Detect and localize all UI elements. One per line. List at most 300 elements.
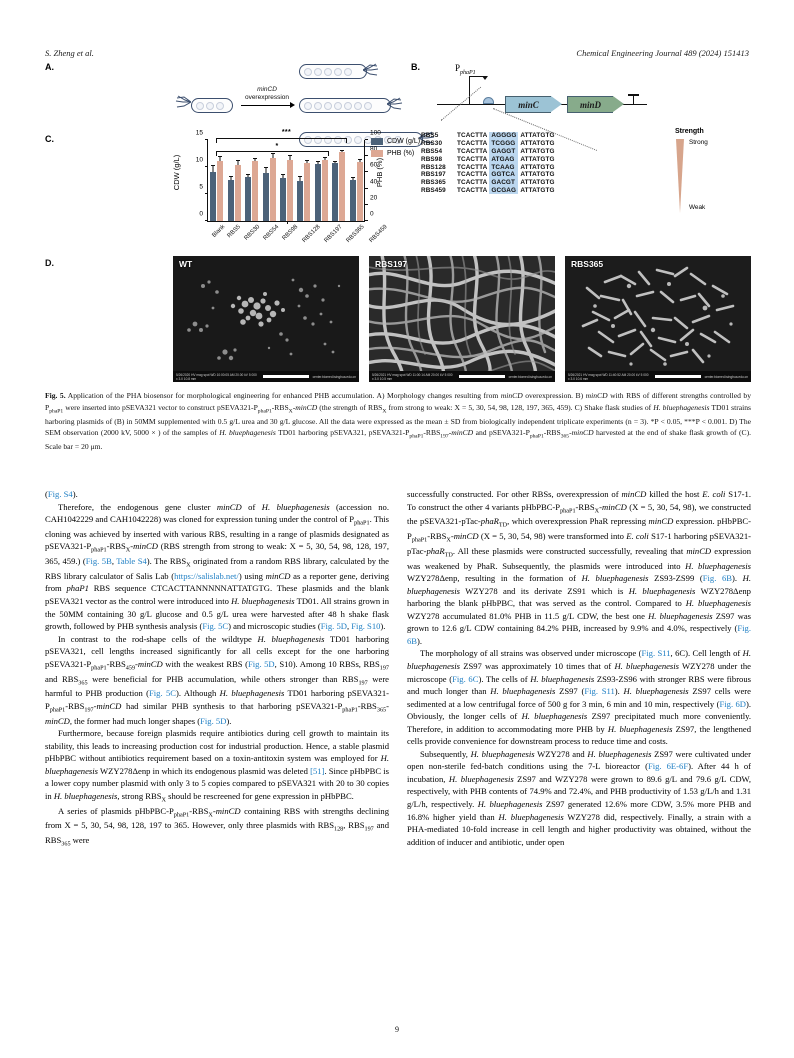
p3-i2: H. bluephagenesis <box>53 790 118 801</box>
sem-image-rbs197 <box>369 256 555 382</box>
rbs-name: RBS128 <box>421 163 446 171</box>
ref-fig-6c[interactable]: Fig. 6C <box>452 673 479 684</box>
rbs-prefix: TCACTTA <box>457 155 488 163</box>
significance-bracket-1 <box>216 138 347 139</box>
transition-arrow-line <box>241 105 291 106</box>
xtick-label: RBS30 <box>243 224 261 242</box>
sem-meta-rbs197: 5/26/2021 HV mag spot WD 11:00:14 AM 20.00 kV 5 000 x 3.0 10.5 mm <box>372 372 453 381</box>
r1-t7: , which overexpression PhaR repressing <box>507 516 649 527</box>
r1-t5: - <box>599 501 602 512</box>
panel-a-letter: A. <box>45 62 54 72</box>
p1-t16: , <box>346 621 352 632</box>
r2-i4: H. bluephagenesis <box>490 686 556 697</box>
p1-t5: -RBS <box>106 541 126 552</box>
errorbar-cap <box>281 174 285 175</box>
p4-t4: containing RBS with strengths declining from X = 5, 30, 54, 98, 128, 197 to 365. However, only three plasmids with RBS <box>45 805 389 831</box>
sem-micrograph-rbs197 <box>369 256 555 382</box>
p2-i1: H. bluephagenesis <box>257 633 325 644</box>
table-row <box>421 155 555 163</box>
r3-i5: H. bluephagenesis <box>498 811 564 822</box>
left-column <box>45 488 389 1013</box>
errorbar <box>335 162 336 164</box>
ref-fig-5c[interactable]: Fig. 5C <box>202 621 229 632</box>
ref-fig-6b[interactable]: Fig. 6B <box>702 573 732 584</box>
errorbar <box>342 151 343 153</box>
rbs-prefix: TCACTTA <box>457 163 488 171</box>
chart-legend <box>371 138 420 162</box>
sem-meta-rbs365: 5/26/2021 HV mag spot WD 11:40:52 AM 20.00 kV 5 000 x 3.0 10.6 mm <box>568 372 649 381</box>
strength-strong-label: Strong <box>689 139 708 146</box>
p4-s4: 197 <box>364 826 374 834</box>
r2-i5: H. bluephagenesis <box>623 686 689 697</box>
r1-s2: X <box>594 507 600 515</box>
p4-t3: - <box>212 805 216 816</box>
table-row <box>421 132 555 140</box>
ref-table-s4[interactable]: Table S4 <box>116 556 147 567</box>
p2-t12: -RBS <box>65 700 85 711</box>
legend-item-phb <box>371 150 420 157</box>
p1-t3: (accession no. CAH1042229 and CAH1042228) was cloned for expression tuning under the control of P <box>45 501 389 525</box>
phb-granule <box>304 68 312 76</box>
p3-t4: , strong RBS <box>117 790 162 801</box>
paragraph-3 <box>45 727 389 805</box>
gene-minc-label: minC <box>518 99 539 110</box>
r2-i6: H. bluephagenesis <box>521 711 588 722</box>
table-row <box>421 148 555 156</box>
ref-fig-5c-2[interactable]: Fig. 5C <box>149 688 176 699</box>
r2-t6: ZS93-ZS96 with stronger RBS were fibrous and much longer than <box>407 673 751 697</box>
errorbar <box>289 156 290 160</box>
caption-t4: were inserted into pSEVA321 vector to construct pSEVA321-P <box>63 402 258 412</box>
cell-elongated-short <box>299 64 367 79</box>
ytick-label-right: 60 <box>370 161 378 169</box>
p2-t8: were beneficial for PHB accumulation, while others stronger than RBS <box>87 673 359 684</box>
legend-label-cdw: CDW (g/L) <box>387 138 421 145</box>
p1-i3: minCD <box>133 541 158 552</box>
phb-granule <box>216 102 224 110</box>
p2-t3: -RBS <box>106 658 126 669</box>
errorbar-cap <box>288 155 292 156</box>
errorbar <box>237 161 238 165</box>
caption-t13: and pSEVA321-P <box>473 428 530 438</box>
terminator-stem <box>633 96 634 105</box>
errorbar-cap <box>333 161 337 162</box>
ref-fig-6b-2[interactable]: Fig. 6B <box>407 623 751 646</box>
r3-t2: WZY278 and <box>534 748 588 759</box>
bar-group-rbs128 <box>295 140 312 221</box>
errorbar <box>272 154 273 158</box>
r3-i3: H. bluephagenesis <box>448 773 514 784</box>
phb-granule <box>334 102 342 110</box>
sem-image-wt <box>173 256 359 382</box>
ref-fig-5d[interactable]: Fig. 5D <box>320 621 347 632</box>
errorbar <box>230 177 231 180</box>
r1-i8: phaR <box>426 545 445 556</box>
figure-5-image <box>45 60 749 385</box>
mincd-gene-label: minCD <box>257 86 277 93</box>
bar-phb <box>357 162 363 221</box>
p2-t13: - <box>93 700 97 711</box>
r1-t13: . All these plasmids were constructed successfully, revealing that <box>452 545 687 556</box>
xtick-label: RBS98 <box>281 224 299 242</box>
errorbar-cap <box>264 167 268 168</box>
p1-t2: of <box>241 501 262 512</box>
sem-label-rbs197: RBS197 <box>375 259 408 269</box>
paragraph-1 <box>45 501 389 633</box>
paragraph-5 <box>407 488 751 647</box>
rbs-prefix: TCACTTA <box>457 186 488 194</box>
phb-granule <box>314 102 322 110</box>
panel-b-construct <box>421 62 751 134</box>
strength-scale <box>675 128 745 223</box>
p4-t5: , RBS <box>343 820 365 831</box>
bar-cdw <box>210 172 216 221</box>
p2-s6: phaP1 <box>49 706 66 714</box>
ref-fig-5b[interactable]: Fig. 5B <box>85 556 112 567</box>
r1-t17: ). <box>732 573 743 584</box>
chart-ylabel-right: PHB (%) <box>375 157 385 188</box>
scale-bar-rbs365 <box>655 375 701 379</box>
p1-i1: minCD <box>216 501 242 512</box>
caption-t8: from strong to weak: X = 5, 30, 54, 98, 128, 197, 365, 459). C) Shake flask studies of <box>386 402 654 412</box>
r1-i11: H. bluephagenesis <box>581 573 649 584</box>
errorbar-cap <box>211 165 215 166</box>
r1-t16: ZS93-ZS99 ( <box>648 573 703 584</box>
r3-t4: ). After 44 h of incubation, <box>407 761 751 784</box>
r1-t21: ZS97 was grown to 12.6 g/L CDW containing 84.2% PHB, increased by 9.9% and 4.0%, respectively ( <box>407 610 751 634</box>
errorbar-cap <box>305 160 309 161</box>
ytick-right <box>365 171 368 172</box>
rbs-core: GCGAG <box>489 186 518 194</box>
bar-group-rbs365 <box>330 140 347 221</box>
ref-51[interactable]: [51] <box>310 765 325 776</box>
legend-label-phb: PHB (%) <box>387 150 415 157</box>
gene-mind <box>567 96 613 113</box>
mincd-overexpression-label <box>239 86 295 102</box>
cell-wildtype <box>191 98 233 113</box>
phb-granule <box>334 68 342 76</box>
r1-t2: killed the host <box>646 489 703 499</box>
flagella-icon <box>175 95 191 109</box>
bar-cdw <box>263 173 269 221</box>
sem-micrograph-rbs365 <box>565 256 751 382</box>
p1-i6: H. bluephagenesis <box>231 596 295 607</box>
errorbar-cap <box>316 161 320 162</box>
bar-group-rbs5 <box>225 140 242 221</box>
scale-bar-wt <box>263 375 309 379</box>
panel-d-letter: D. <box>45 258 54 268</box>
xtick-label: RBS5 <box>226 224 242 240</box>
sem-site-wt: center.biomed.tsinghua.edu.cn <box>312 374 356 379</box>
errorbar <box>265 168 266 173</box>
sem-label-rbs365: RBS365 <box>571 259 604 269</box>
r2-t11: ZS97 precipitated much more conveniently. Therefore, in addition to accommodating more PHB by <box>407 711 751 734</box>
r2-t3: ZS97 was approximately 10 times that of <box>460 660 615 671</box>
p4-s2: X <box>208 811 213 819</box>
r1-i3: minCD <box>602 501 627 512</box>
phb-granule <box>324 68 332 76</box>
r1-t22: ). <box>417 635 423 646</box>
errorbar-cap <box>340 150 344 151</box>
xtick-label: RBS197 <box>323 224 344 245</box>
errorbar <box>300 177 301 181</box>
right-column <box>407 488 751 1013</box>
ytick-right <box>365 155 368 156</box>
promoter-subscript: phaP1 <box>460 69 476 76</box>
rbs-core: TCGGG <box>489 140 518 148</box>
p1-t8: , <box>111 556 117 567</box>
ytick-label-left: 15 <box>195 129 203 137</box>
bar-group-blank <box>208 140 225 221</box>
caption-sub5: phaP1 <box>409 433 424 440</box>
p1-t12: as a reporter gene, deriving from <box>45 570 390 594</box>
r3-t1: Subsequently, <box>420 748 471 759</box>
r1-t10: - <box>450 531 454 542</box>
rbs-core: GAGGT <box>489 148 518 156</box>
caption-t12: - <box>448 428 452 438</box>
r2-t7: ZS97 ( <box>555 686 585 697</box>
caption-em5: H. bluephagenesis <box>219 428 276 438</box>
rbs-prefix: TCACTTA <box>457 171 488 179</box>
gene-mind-label: minD <box>579 99 601 110</box>
rbs-suffix: ATTATGTG <box>520 171 555 179</box>
p3-i1: H. bluephagenesis <box>45 753 389 776</box>
caption-t9: TD01 strains harboring plasmids of (B) in 50MM supplemented with 0.5 g/L urea and 30 g/L glucose. All the data were expressed as the mean ± SD from biologically independent triplicate experiments (n = 3). *P < 0.05, ***P < 0.001. D) The SEM observation (2000 kV, 5000 × ) of the samples of <box>45 402 752 438</box>
sem-infobar-rbs197 <box>369 371 555 382</box>
phb-granule <box>344 102 352 110</box>
caption-em2: minCD <box>585 391 608 400</box>
figure-caption <box>45 390 751 453</box>
r1-t6: (X = 5, 30, 54, 98), we constructed the pSEVA321-pTac- <box>407 501 751 527</box>
ref-fig-5d-2[interactable]: Fig. 5D <box>247 658 275 669</box>
rbs-name: RBS365 <box>421 179 446 187</box>
rbs-suffix: ATTATGTG <box>520 186 555 194</box>
xtick-label: RBS459 <box>368 224 389 245</box>
gene-mind-arrowhead <box>613 96 624 112</box>
p2-i4: minCD <box>96 700 122 711</box>
lead-paren: ( <box>45 489 48 499</box>
sem-label-wt: WT <box>179 259 193 269</box>
r2-t8: ). <box>614 686 624 697</box>
r3-i1: H. bluephagenesis <box>470 748 535 759</box>
errorbar-cap <box>253 158 257 159</box>
p1-t6: - <box>130 541 134 552</box>
p2-t9: were harmful to PHB production ( <box>45 673 390 699</box>
significance-star-2: * <box>275 143 279 150</box>
legend-swatch-cdw <box>371 138 383 145</box>
p1-s1: phaP1 <box>354 519 370 527</box>
bar-phb <box>252 161 258 221</box>
p2-i2: minCD <box>137 658 163 669</box>
strength-title: Strength <box>675 128 704 135</box>
ref-fig-s11-2[interactable]: Fig. S11 <box>584 686 615 697</box>
errorbar-cap <box>229 176 233 177</box>
chart-x-labels <box>207 224 389 245</box>
bar-phb <box>322 160 328 221</box>
rbs-table-body <box>421 132 555 194</box>
caption-t14: -RBS <box>543 428 561 438</box>
ref-fig-5d-3[interactable]: Fig. 5D <box>200 715 227 726</box>
flagella-icon <box>387 97 403 111</box>
rbs-core: TCAAG <box>489 163 518 171</box>
caption-sub4: X <box>382 408 387 415</box>
rbs-suffix: ATTATGTG <box>520 140 555 148</box>
ytick-right <box>365 139 368 140</box>
bar-cdw <box>332 163 338 221</box>
rbs-suffix: ATTATGTG <box>520 179 555 187</box>
r1-t4: -RBS <box>575 501 595 512</box>
p4-t2: -RBS <box>189 805 209 816</box>
r2-t10: ). Obviously, the longer cells of <box>407 698 751 722</box>
rbs-name: RBS197 <box>421 171 446 179</box>
r1-t11: (X = 5, 30, 54, 98) were transformed into <box>478 531 627 542</box>
r2-t1: The morphology of all strains was observed under microscope ( <box>420 648 642 659</box>
promoter-stem <box>469 76 470 104</box>
p1-i4: minCD <box>265 570 291 581</box>
p2-i5: minCD <box>45 715 70 726</box>
bar-phb <box>287 160 293 221</box>
ref-fig-s11[interactable]: Fig. S11 <box>641 648 671 659</box>
r2-i7: H. bluephagenesis <box>607 723 673 734</box>
p2-t4: - <box>135 658 138 669</box>
caption-t5: -RBS <box>271 402 289 412</box>
paragraph-6 <box>407 647 751 747</box>
p2-t18: ). <box>226 715 232 726</box>
bar-phb <box>270 158 276 221</box>
running-head <box>45 48 749 58</box>
r1-i5: minCD <box>648 516 674 527</box>
phb-granule <box>304 102 312 110</box>
rbs-suffix: ATTATGTG <box>520 132 555 140</box>
paragraph-4 <box>45 805 389 849</box>
ref-fig-s4[interactable]: Fig. S4 <box>47 489 73 499</box>
rbs-prefix: TCACTTA <box>457 132 488 140</box>
errorbar <box>248 175 249 177</box>
r2-t2: , 6C). Cell length of <box>670 648 743 659</box>
p2-t7: and RBS <box>45 673 79 684</box>
caption-t11: -RBS <box>423 428 441 438</box>
p1-t1: Therefore, the endogenous gene cluster <box>58 501 217 512</box>
p1-t17: ). <box>380 621 386 632</box>
p3-t2: WZY278Δenp in which its endogenous plasmid was deleted <box>98 765 311 776</box>
phb-granule <box>344 68 352 76</box>
bar-cdw <box>315 164 321 221</box>
r3-t3: ZS97 were cultivated under open non-sterile fed-batch conditions using the 7-L bioreactor ( <box>407 748 751 772</box>
p1-t10: originated from a random RBS library, calculated by the RBS library calculator of Salis Lab ( <box>45 556 389 581</box>
caption-em6: minCD <box>451 428 474 438</box>
errorbar <box>317 162 318 164</box>
p2-s8: phaP1 <box>342 706 358 714</box>
p4-t1: A series of plasmids pHbPBC-P <box>58 805 174 816</box>
rbs-core: GACGT <box>489 179 518 187</box>
r1-t12: S17-1 harboring pSEVA321-pTac- <box>407 531 751 556</box>
panel-c-chart <box>172 129 423 254</box>
r1-t14: expression was weakened by PhaR. Subsequently, the plasmids were introduced into <box>407 545 752 571</box>
table-row <box>421 186 555 194</box>
ref-fig-6d[interactable]: Fig. 6D <box>719 698 746 709</box>
sem-site-rbs197: center.biomed.tsinghua.edu.cn <box>508 374 552 379</box>
r2-t5: ). The cells of <box>478 673 531 684</box>
p2-s5: 197 <box>358 679 368 687</box>
errorbar-cap <box>323 157 327 158</box>
phb-granule <box>324 102 332 110</box>
ytick-label-left: 0 <box>199 210 203 218</box>
chart-ylabel-left: CDW (g/L) <box>172 154 182 191</box>
caption-sub7: phaP1 <box>529 433 544 440</box>
errorbar-cap <box>246 174 250 175</box>
p2-s3: 197 <box>379 664 390 672</box>
table-row <box>421 179 555 187</box>
rbs-core: AGGGG <box>491 132 517 140</box>
p3-t5: should be rescreened for gene expression in pHbPBC. <box>166 790 354 801</box>
phb-granule <box>314 68 322 76</box>
rbs-name: RBS54 <box>421 147 443 155</box>
caption-em1: minCD <box>500 391 523 400</box>
ref-fig-s10[interactable]: Fig. S10 <box>351 621 381 632</box>
ref-fig-6e-6f[interactable]: Fig. 6E-6F <box>647 761 689 772</box>
lead-paren-end: ). <box>72 489 78 499</box>
r3-t7: WZY278 did, respectively. Finally, a strain with a PHA-mediated 10-fold increase in cell length and higher productivity was obtained, without the addition of inducer and antibiotic, under open <box>407 811 751 847</box>
figure-5 <box>45 60 749 385</box>
errorbar <box>359 160 360 163</box>
rbs-prefix: TCACTTA <box>457 147 488 155</box>
p4-t6: and RBS <box>45 820 389 846</box>
r1-i6: minCD <box>453 531 479 542</box>
body-columns <box>45 488 751 1013</box>
r3-t6: ZS97 generated 12.6% more CDW, 3.5% more PHB and 16.8% higher yield than <box>407 799 752 822</box>
sem-meta-wt: 5/26/2020 HV mag spot WD 10:00:05 AM 20.00 kV 5 000 x 3.0 10.8 mm <box>176 372 257 381</box>
caption-t2: overexpression. B) <box>522 391 586 400</box>
r1-i15: H. bluephagenesis <box>648 610 713 621</box>
panel-d-sem-images <box>173 256 751 382</box>
caption-t10: TD01 harboring pSEVA321, pSEVA321-P <box>275 428 410 438</box>
caption-em7: minCD <box>571 428 594 438</box>
errorbar-cap <box>358 159 362 160</box>
strength-weak-label: Weak <box>689 204 706 211</box>
r1-t3: S17-1. To construct the other 4 variants pHbPBC-P <box>407 489 751 512</box>
p2-s9: 365 <box>376 706 387 714</box>
ytick-label-right: 100 <box>370 129 381 137</box>
p2-t14: had similar PHB synthesis to that harboring pSEVA321-P <box>121 700 343 711</box>
paragraph-continuation <box>45 488 389 501</box>
errorbar-cap <box>351 177 355 178</box>
r2-i1: H. bluephagenesis <box>407 648 751 671</box>
overexpression-label: overexpression <box>244 94 290 102</box>
p2-i3: H. bluephagenesis <box>219 688 285 699</box>
page-number: 9 <box>395 1025 399 1034</box>
significance-star-1: *** <box>281 129 292 136</box>
r1-t9: -RBS <box>427 531 447 542</box>
caption-sub3: X <box>288 408 293 415</box>
link-salislab[interactable]: https://salislab.net/ <box>174 570 239 581</box>
r1-i10: H. bluephagenesis <box>685 560 751 571</box>
phb-granule <box>206 102 214 110</box>
r2-t12: ZS97, the lengthened cells provide convenience for downstream process to reduce time and costs. <box>407 723 751 747</box>
sem-site-rbs365: center.biomed.tsinghua.edu.cn <box>704 374 748 379</box>
errorbar <box>220 157 221 161</box>
errorbar <box>255 159 256 162</box>
phb-granule <box>364 102 372 110</box>
p2-s4: 365 <box>78 679 88 687</box>
bar-group-rbs30 <box>243 140 260 221</box>
transition-arrow-head <box>290 102 295 108</box>
paragraph-2 <box>45 633 389 727</box>
p1-i5: phaP1 <box>66 583 89 594</box>
r1-s1: phaP1 <box>560 507 576 515</box>
r1-i7: E. coli <box>626 531 649 542</box>
caption-sub2: phaP1 <box>257 408 272 415</box>
r1-i12: H. bluephagenesis <box>407 573 751 596</box>
